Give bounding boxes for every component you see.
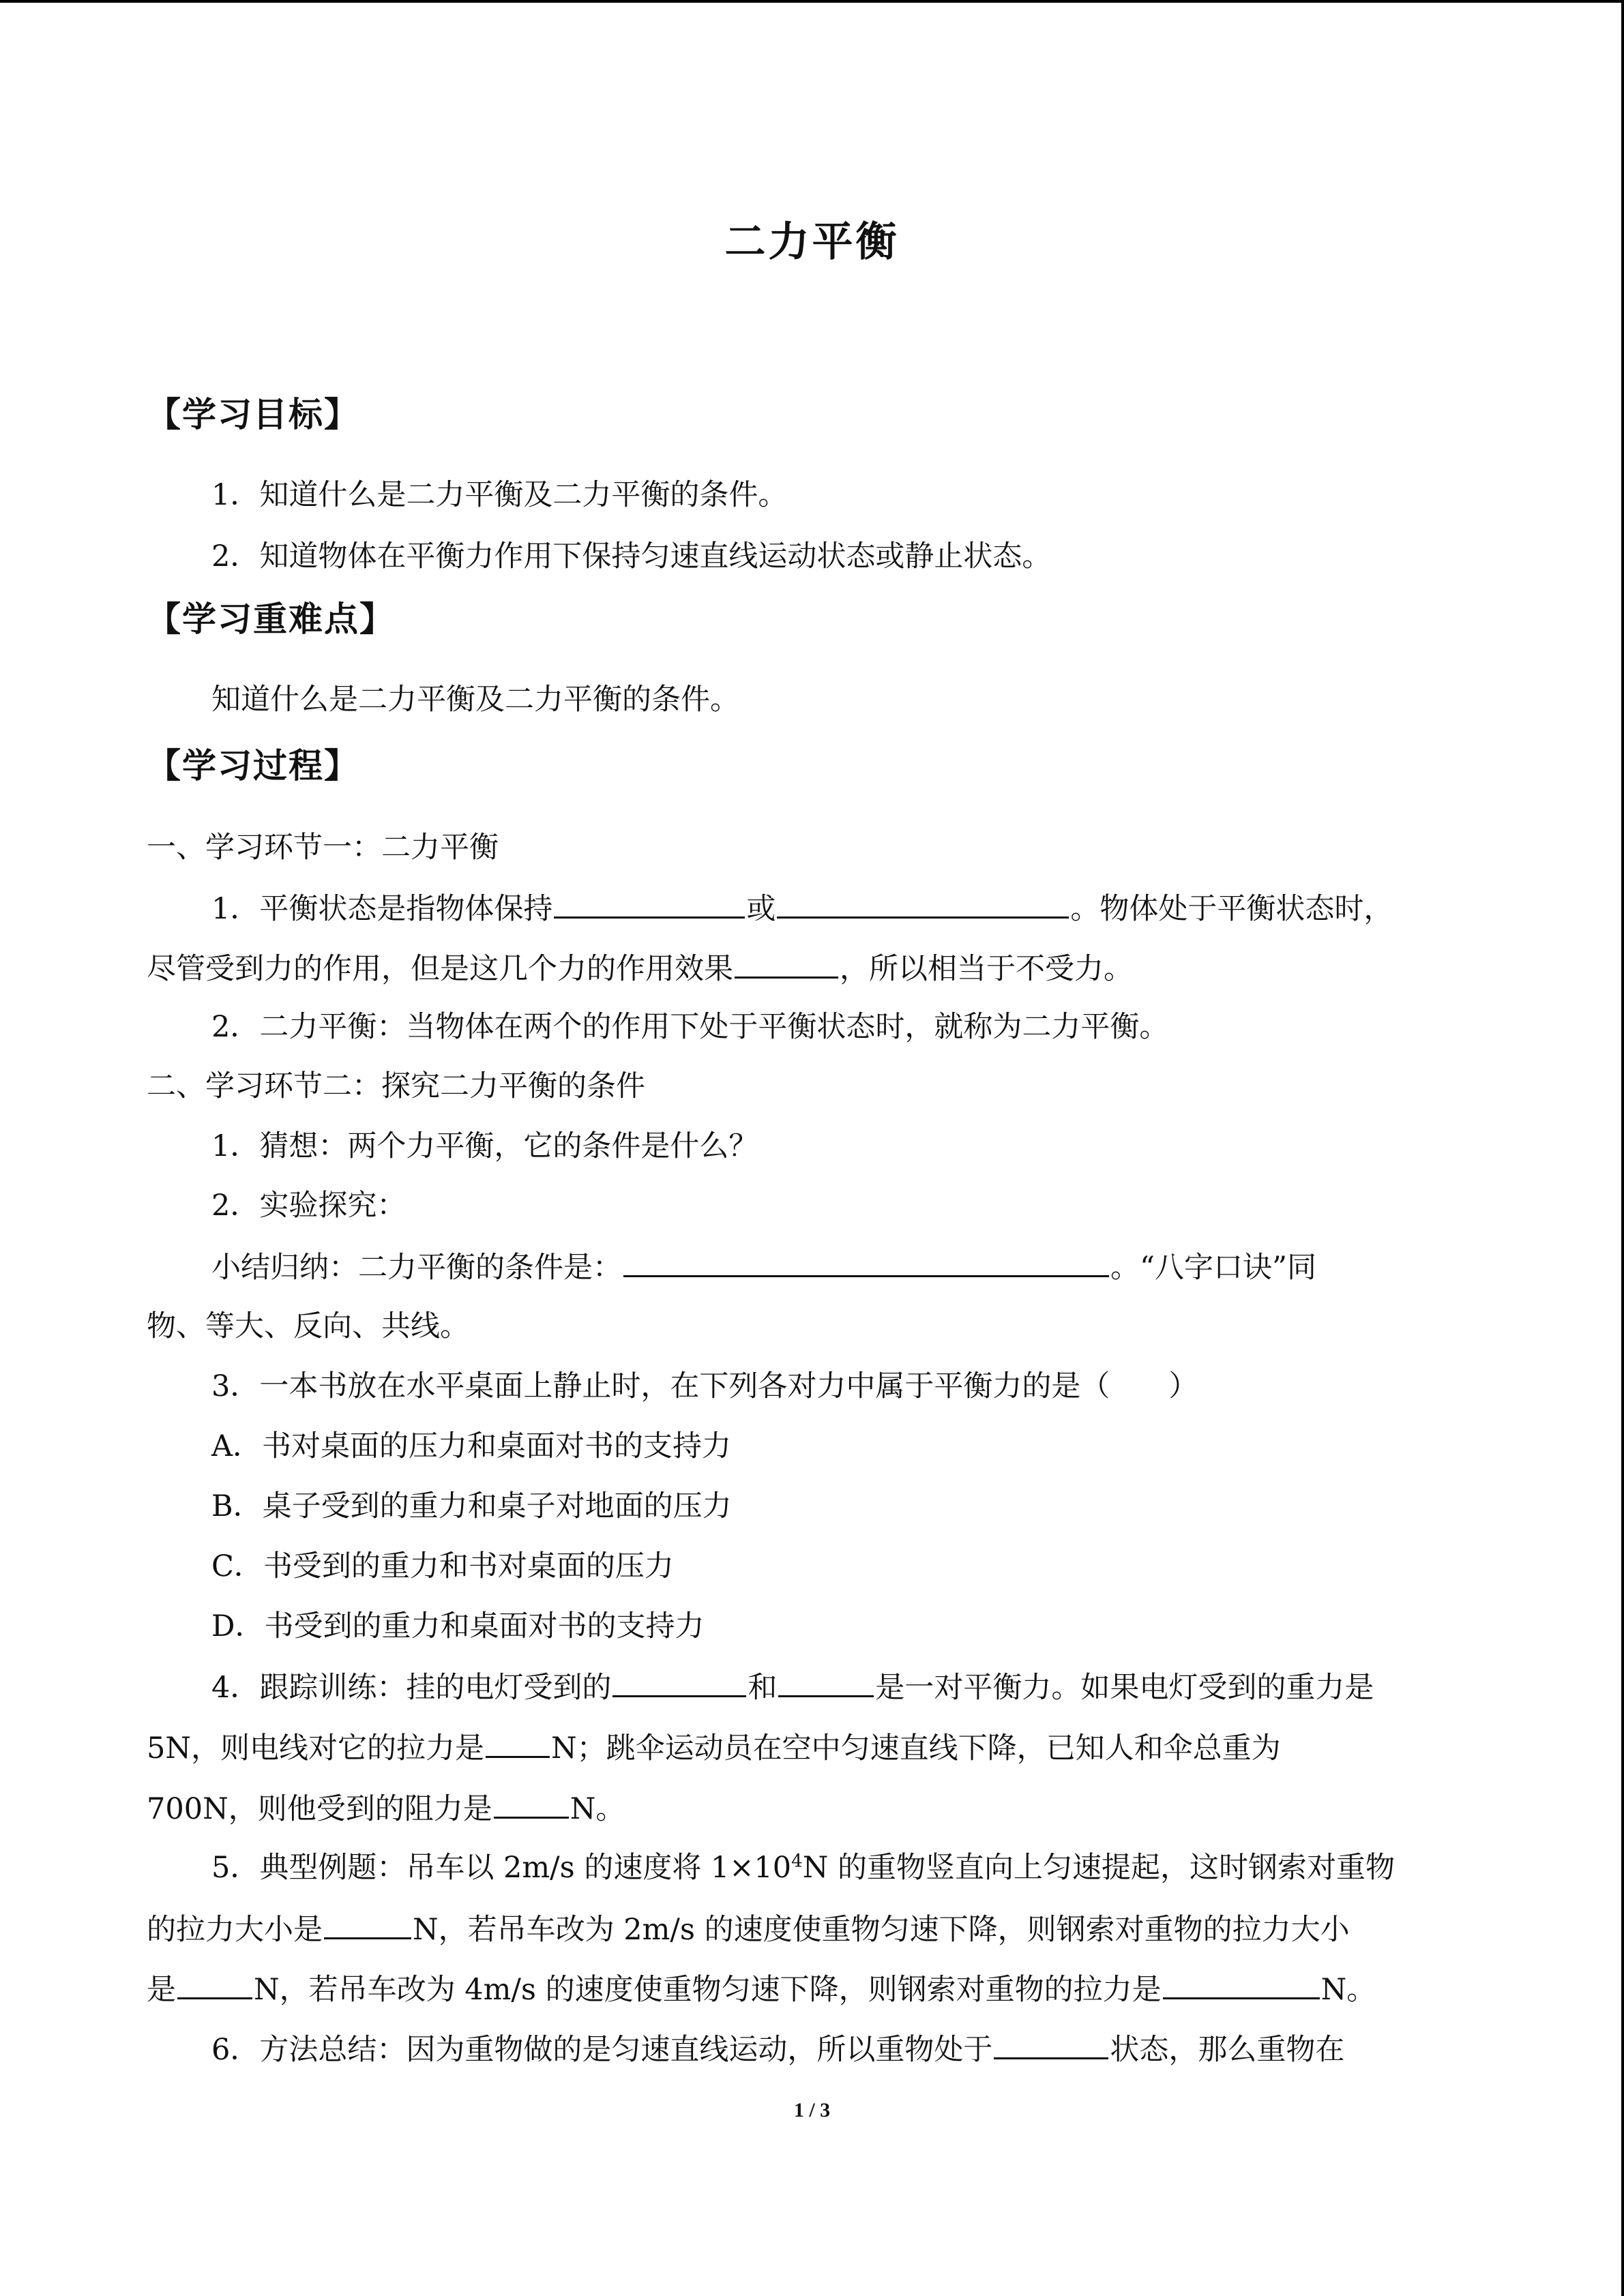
answer-blank[interactable] (177, 1967, 252, 1999)
answer-blank[interactable] (623, 1245, 1109, 1277)
answer-blank[interactable] (612, 1665, 746, 1697)
focus-text: 知道什么是二力平衡及二力平衡的条件。 (211, 683, 739, 717)
answer-blank[interactable] (994, 2027, 1108, 2059)
question-5-line-2: 的拉力大小是 N，若吊车改为 2m/s 的速度使重物匀速下降，则钢索对重物的拉力大小 (147, 1907, 1350, 1951)
part2-title: 二、学习环节二：探究二力平衡的条件 (147, 1069, 645, 1103)
page-number: 1 / 3 (793, 2099, 831, 2121)
answer-blank[interactable] (735, 946, 838, 979)
goal-item: 2．知道物体在平衡力作用下保持匀速直线运动状态或静止状态。 (211, 539, 1052, 573)
question-1-line-1: 1．平衡状态是指物体保持 或 。物体处于平衡状态时， (211, 886, 1393, 930)
option-a[interactable]: A．书对桌面的压力和桌面对书的支持力 (211, 1429, 732, 1463)
guess-line: 1．猜想：两个力平衡，它的条件是什么？ (211, 1129, 758, 1163)
question-1-line-2: 尽管受到力的作用，但是这几个力的作用效果 ，所以相当于不受力。 (147, 946, 1133, 990)
summary-line-2: 物、等大、反向、共线。 (147, 1309, 469, 1343)
part1-title: 一、学习环节一：二力平衡 (147, 831, 499, 865)
question-2: 2．二力平衡：当物体在两个的作用下处于平衡状态时，就称为二力平衡。 (211, 1010, 1169, 1044)
answer-blank[interactable] (777, 886, 1069, 919)
question-5-line-3: 是 N，若吊车改为 4m/s 的速度使重物匀速下降，则钢索对重物的拉力是 N。 (147, 1967, 1376, 2011)
section-heading-goals: 【学习目标】 (147, 395, 359, 434)
answer-blank[interactable] (486, 1726, 550, 1758)
answer-blank[interactable] (554, 886, 745, 919)
page-title: 二力平衡 (724, 218, 900, 266)
answer-blank[interactable] (494, 1787, 569, 1819)
page-frame-top (0, 0, 1624, 3)
question-6-line-1: 6．方法总结：因为重物做的是匀速直线运动，所以重物处于 状态，那么重物在 (211, 2027, 1344, 2071)
experiment-line: 2．实验探究： (211, 1189, 407, 1223)
section-heading-process: 【学习过程】 (147, 746, 359, 786)
option-c[interactable]: C．书受到的重力和书对桌面的压力 (211, 1549, 674, 1583)
option-b[interactable]: B．桌子受到的重力和桌子对地面的压力 (211, 1489, 732, 1523)
question-4-line-3: 700N，则他受到的阻力是 N。 (147, 1787, 625, 1830)
answer-blank[interactable] (324, 1907, 411, 1939)
question-4-line-1: 4．跟踪训练：挂的电灯受到的 和 是一对平衡力。如果电灯受到的重力是 (211, 1665, 1374, 1709)
goal-item: 1．知道什么是二力平衡及二力平衡的条件。 (211, 478, 788, 512)
question-4-line-2: 5N，则电线对它的拉力是 N；跳伞运动员在空中匀速直线下降，已知人和伞总重为 (147, 1726, 1281, 1770)
question-3-stem: 3．一本书放在水平桌面上静止时，在下列各对力中属于平衡力的是（ ） (211, 1369, 1198, 1403)
option-d[interactable]: D．书受到的重力和桌面对书的支持力 (211, 1609, 705, 1643)
page-frame-right (1621, 0, 1624, 2296)
section-heading-focus: 【学习重难点】 (147, 599, 395, 639)
answer-blank[interactable] (1163, 1967, 1320, 1999)
question-5-line-1: 5．典型例题：吊车以 2m/s 的速度将 $1\times 10^4N$ 的重物竖直向上匀速提起，这时钢索对重物 (211, 1851, 1395, 1885)
answer-blank[interactable] (778, 1665, 874, 1697)
summary-line-1: 小结归纳：二力平衡的条件是： 。“八字口诀”同 (211, 1245, 1316, 1289)
